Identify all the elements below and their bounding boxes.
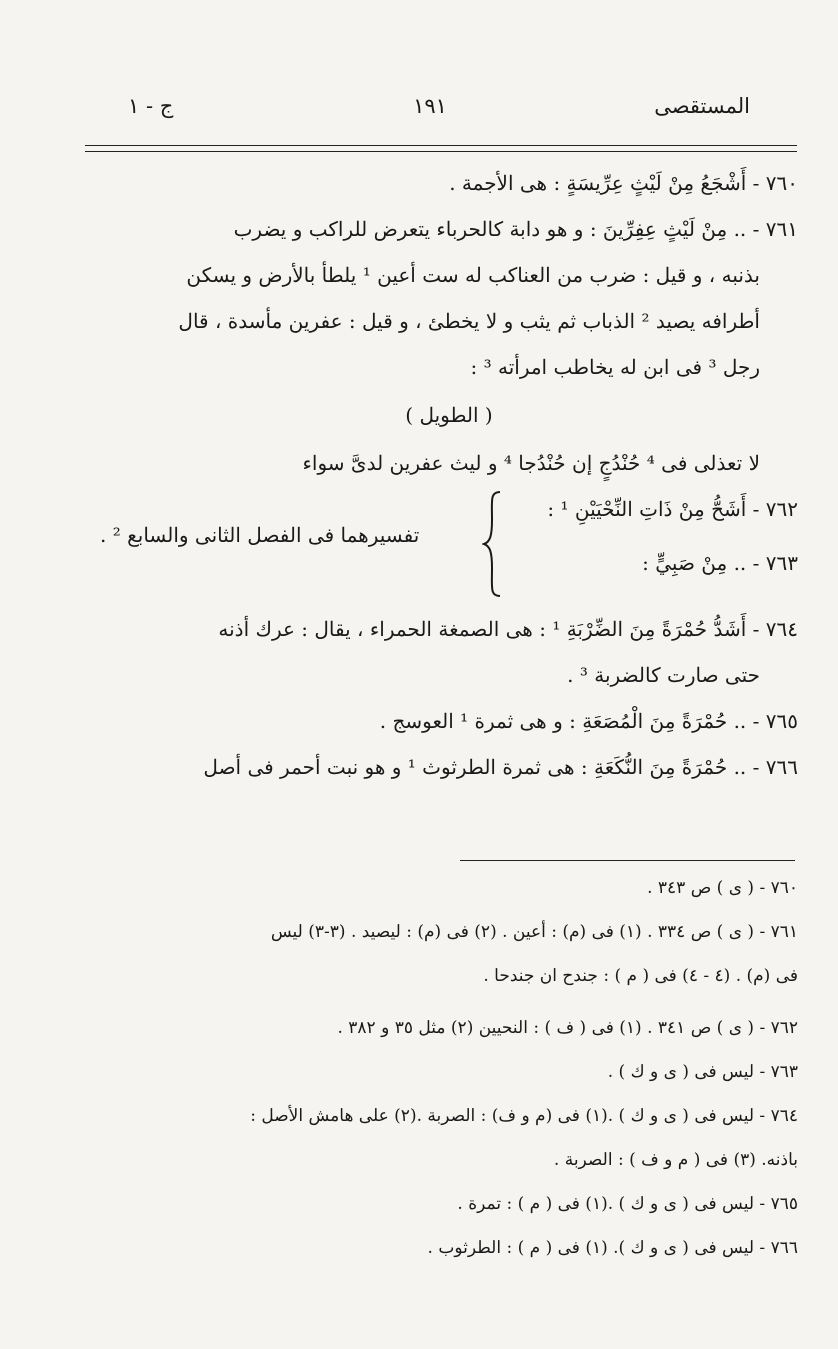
footnote-764-cont: باذنه. (٣) فى ( م و ف ) : الصربة . bbox=[553, 1150, 798, 1170]
verse-line: لا تعذلى فى ⁴ حُنْدُجٍ إن حُنْدُجا ⁴ و ليث عفرين لدىَّ سواء bbox=[302, 451, 760, 475]
entry-765: ٧٦٥ - .. حُمْرَةً مِنَ الْمُصَعَةِ : و هى ثمرة ¹ العوسج . bbox=[379, 709, 798, 733]
main-text bbox=[100, 160, 798, 790]
header-rule-bottom bbox=[85, 151, 797, 152]
entry-762: ٧٦٢ - أَشَحُّ مِنْ ذَاتِ النِّحْيَيْنِ ¹ : bbox=[547, 497, 798, 521]
footnote-rule bbox=[460, 860, 795, 861]
entry-760: ٧٦٠ - أَشْجَعُ مِنْ لَيْثٍ عِرِّيسَةٍ : هى الأجمة . bbox=[449, 171, 798, 195]
footnote-766: ٧٦٦ - ليس فى ( ى و ك ). (١) فى ( م ) : الطرثوب . bbox=[427, 1238, 798, 1258]
footnote-761-cont: فى (م) . (٤ - ٤) فى ( م ) : جندح ان جندحا . bbox=[483, 966, 798, 986]
entry-761-cont-3: رجل ³ فى ابن له يخاطب امرأته ³ : bbox=[470, 355, 760, 379]
page-header bbox=[110, 88, 750, 128]
curly-brace-icon bbox=[482, 490, 504, 598]
page-number: ١٩١ bbox=[413, 94, 447, 118]
entry-764: ٧٦٤ - أَشَدُّ حُمْرَةً مِنَ الضِّرْبَةِ ¹ : هى الصمغة الحمراء ، يقال : عرك أذنه bbox=[218, 617, 798, 641]
poem-meter: ( الطويل ) bbox=[405, 403, 493, 427]
footnote-760: ٧٦٠ - ( ى ) ص ٣٤٣ . bbox=[647, 878, 798, 898]
brace-note: تفسيرهما فى الفصل الثانى والسابع ² . bbox=[100, 523, 420, 547]
footnote-764: ٧٦٤ - ليس فى ( ى و ك ) .(١) فى (م و ف) : الصربة .(٢) على هامش الأصل : bbox=[250, 1106, 798, 1126]
entry-761-cont-1: بذنبه ، و قيل : ضرب من العناكب له ست أعين ¹ يلطأ بالأرض و يسكن bbox=[186, 263, 760, 287]
footnote-762: ٧٦٢ - ( ى ) ص ٣٤١ . (١) فى ( ف ) : النحيين (٢) مثل ٣٥ و ٣٨٢ . bbox=[337, 1018, 798, 1038]
entry-761: ٧٦١ - .. مِنْ لَيْثٍ عِفِرِّينَ : و هو دابة كالحرباء يتعرض للراكب و يضرب bbox=[233, 217, 798, 241]
entry-761-cont-2: أطرافه يصيد ² الذباب ثم يثب و لا يخطئ ، و قيل : عفرين مأسدة ، قال bbox=[178, 309, 760, 333]
book-title: المستقصى bbox=[654, 94, 750, 118]
header-rule-top bbox=[85, 145, 797, 146]
entry-763: ٧٦٣ - .. مِنْ صَبِيٍّ : bbox=[642, 551, 798, 575]
footnote-761: ٧٦١ - ( ى ) ص ٣٣٤ . (١) فى (م) : أعين . (٢) فى (م) : ليصيد . (٣-٣) ليس bbox=[270, 922, 798, 942]
volume-label: ج - ١ bbox=[128, 94, 174, 118]
footnotes bbox=[100, 866, 798, 1270]
footnote-765: ٧٦٥ - ليس فى ( ى و ك ) .(١) فى ( م ) : تمرة . bbox=[457, 1194, 798, 1214]
entry-764-cont: حتى صارت كالضربة ³ . bbox=[567, 663, 760, 687]
entries-762-763 bbox=[100, 486, 798, 606]
footnote-763: ٧٦٣ - ليس فى ( ى و ك ) . bbox=[607, 1062, 798, 1082]
entry-766: ٧٦٦ - .. حُمْرَةً مِنَ النُّكَعَةِ : هى ثمرة الطرثوث ¹ و هو نبت أحمر فى أصل bbox=[203, 755, 798, 779]
